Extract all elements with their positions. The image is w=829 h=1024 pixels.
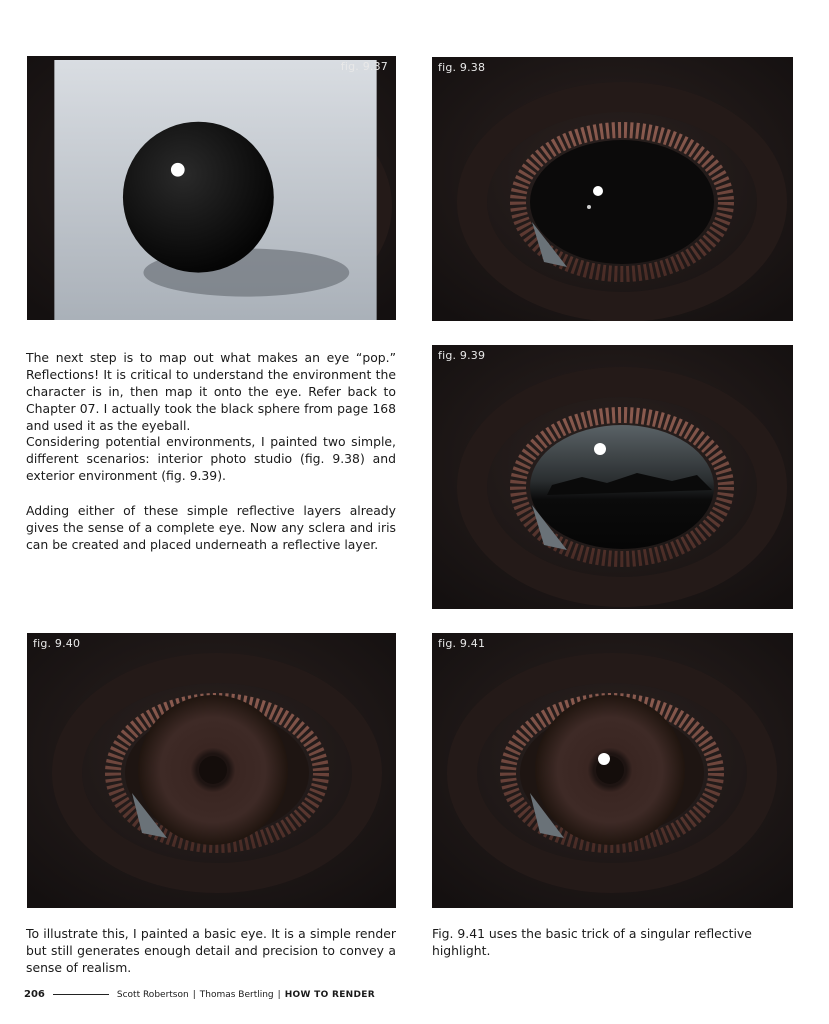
caption-fig-9-41: Fig. 9.41 uses the basic trick of a singular reflective highlight. xyxy=(432,926,752,958)
figure-label: fig. 9.40 xyxy=(33,637,81,650)
figure-label: fig. 9.38 xyxy=(438,61,486,74)
caption-fig-9-40: To illustrate this, I painted a basic eye. It is a simple render but still generates enough detail and precision to convey a sense of realism. xyxy=(26,926,396,975)
figure-9-37 xyxy=(27,56,396,320)
body-paragraph: Considering potential environments, I painted two simple, different scenarios: interior photo studio (fig. 9.38) and exterior environment (fig. 9.39). xyxy=(26,434,396,483)
figure-9-39 xyxy=(432,345,793,609)
footer-separator: | xyxy=(192,989,196,1000)
eye-illustration-exterior-reflection xyxy=(432,345,793,609)
eye-illustration-single-highlight xyxy=(432,633,793,908)
figure-9-38 xyxy=(432,57,793,321)
black-sphere-inset xyxy=(31,60,396,320)
figure-label: fig. 9.41 xyxy=(438,637,486,650)
figure-label: fig. 9.39 xyxy=(438,349,486,362)
page-number: 206 xyxy=(24,989,45,1000)
footer-separator: | xyxy=(277,989,281,1000)
eye-illustration-studio-reflection xyxy=(432,57,793,321)
figure-9-40 xyxy=(27,633,396,908)
footer-book-title: HOW TO RENDER xyxy=(284,989,375,1000)
footer-author: Thomas Bertling xyxy=(199,989,274,1000)
body-paragraph: The next step is to map out what makes an eye “pop.” Reflections! It is critical to understand the environment the character is in, then map it onto the eye. Refer back to Chapter 07. I actually took the black sphere from page 168 and used it as the eyeball. xyxy=(26,350,396,433)
body-paragraph: Adding either of these simple reflective layers already gives the sense of a complete eye. Now any sclera and iris can be created and placed underneath a reflective layer. xyxy=(26,503,396,552)
footer-author: Scott Robertson xyxy=(116,989,189,1000)
page-footer xyxy=(24,989,375,1000)
footer-rule xyxy=(53,994,109,995)
eye-illustration-basic-iris xyxy=(27,633,396,908)
figure-9-41 xyxy=(432,633,793,908)
figure-label: fig. 9.37 xyxy=(340,60,388,73)
